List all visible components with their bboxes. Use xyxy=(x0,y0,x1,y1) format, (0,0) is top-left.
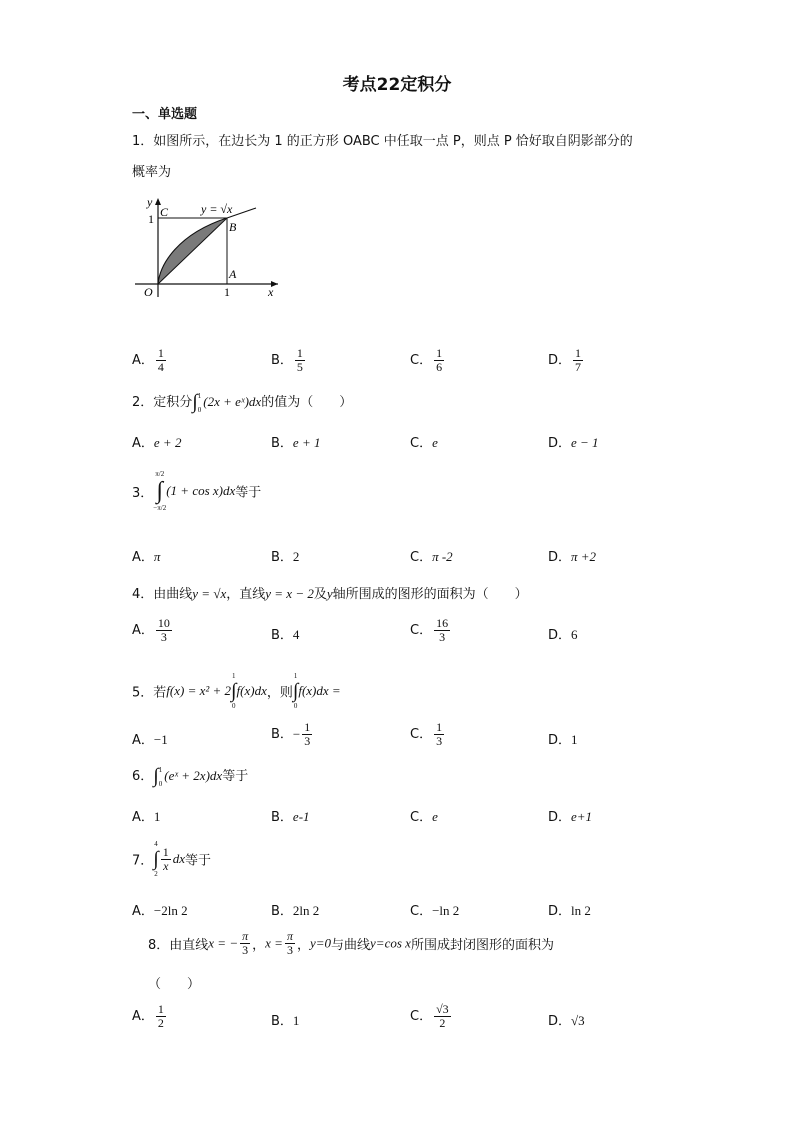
option-label: D． xyxy=(548,628,572,643)
option-value: 6 xyxy=(571,627,578,642)
option-label: D． xyxy=(548,353,572,368)
q7-option-b[interactable] xyxy=(271,900,319,919)
integrand: dx xyxy=(172,851,186,866)
option-label: C． xyxy=(410,623,433,638)
q5-option-d[interactable] xyxy=(548,729,578,748)
option-value: π xyxy=(153,549,161,564)
sqrt-curve xyxy=(158,208,256,284)
lower-limit: −π/2 xyxy=(153,504,167,512)
fraction-numerator: 1 xyxy=(157,1002,164,1016)
curve-label: y = √x xyxy=(201,202,233,216)
integral-sign: ∫ xyxy=(192,391,198,413)
upper-limit: π/2 xyxy=(155,470,165,478)
q5-integrand-1: f(x)dx xyxy=(236,683,267,698)
q8-curve: y=cos x xyxy=(370,935,411,951)
question-6-suffix: 等于 xyxy=(222,769,249,784)
q3-option-c[interactable] xyxy=(410,546,453,565)
option-value: π +2 xyxy=(571,549,597,564)
lower-limit: 0 xyxy=(232,702,236,710)
question-7-suffix: 等于 xyxy=(185,853,212,869)
q8-text-3: ， xyxy=(296,938,310,953)
fraction-denominator: 7 xyxy=(575,360,582,374)
question-3-prefix: 3． xyxy=(132,485,154,501)
option-value: 1 xyxy=(292,1013,300,1028)
lower-limit: 0 xyxy=(293,702,298,710)
option-value: 2ln 2 xyxy=(292,903,320,918)
option-value: e − 1 xyxy=(571,435,599,450)
option-value: e-1 xyxy=(292,809,310,824)
q2-option-b[interactable] xyxy=(271,432,320,451)
y-tick-1: 1 xyxy=(148,212,154,226)
option-label: D． xyxy=(548,810,572,825)
fraction-denominator: 3 xyxy=(160,630,167,644)
question-2-suffix: 的值为（ ） xyxy=(261,395,353,410)
option-value: 1 xyxy=(153,809,161,824)
integrand: (2x + eˣ)dx xyxy=(203,394,262,409)
option-label: B． xyxy=(271,904,293,919)
fraction-numerator: π xyxy=(286,929,293,943)
q4-text-4: 轴所围成的图形的面积为（ ） xyxy=(332,587,528,602)
option-value: e + 2 xyxy=(153,435,182,450)
q5-option-b[interactable] xyxy=(271,721,314,748)
question-3-suffix: 等于 xyxy=(235,485,262,501)
option-label: C． xyxy=(410,810,433,825)
option-value: e+1 xyxy=(571,809,593,824)
option-label: A． xyxy=(132,1009,154,1024)
q4-option-c[interactable] xyxy=(410,617,452,644)
point-b-label: B xyxy=(229,220,237,234)
question-1-text-cont: 概率为 xyxy=(132,165,172,180)
question-1-figure xyxy=(130,192,285,302)
q8-line-1: x = − xyxy=(208,935,239,951)
fraction-denominator: 2 xyxy=(157,1016,164,1030)
upper-limit: 1 xyxy=(232,672,236,680)
q5-option-a[interactable] xyxy=(132,729,168,748)
option-value: 2 xyxy=(292,549,300,564)
q8-line-2: x = xyxy=(265,935,283,951)
q6-option-c[interactable] xyxy=(410,806,438,825)
option-value: −ln 2 xyxy=(432,903,460,918)
question-4 xyxy=(132,583,528,602)
fraction-denominator: 3 xyxy=(304,734,311,748)
question-3 xyxy=(132,470,261,512)
q6-option-a[interactable] xyxy=(132,806,160,825)
fraction-denominator: 6 xyxy=(436,360,443,374)
option-label: C． xyxy=(410,353,433,368)
q4-text-3: 及 xyxy=(313,587,327,602)
option-label: B． xyxy=(271,727,293,742)
option-value: e + 1 xyxy=(292,435,321,450)
q7-option-a[interactable] xyxy=(132,900,188,919)
integral-sign: ∫ xyxy=(153,765,159,787)
q1-option-c[interactable] xyxy=(410,347,446,374)
q2-option-c[interactable] xyxy=(410,432,438,451)
integral-sign: ∫ xyxy=(156,478,164,504)
integrand: (1 + cos x)dx xyxy=(166,483,236,498)
option-label: A． xyxy=(132,436,154,451)
option-label: D． xyxy=(548,904,572,919)
question-7 xyxy=(132,840,211,878)
question-7-prefix: 7． xyxy=(132,853,154,869)
option-label: D． xyxy=(548,550,572,565)
q7-option-c[interactable] xyxy=(410,900,459,919)
section-heading: 一、单选题 xyxy=(132,107,198,122)
q3-option-b[interactable] xyxy=(271,546,299,565)
option-label: C． xyxy=(410,550,433,565)
option-label: D． xyxy=(548,436,572,451)
q3-option-d[interactable] xyxy=(548,546,596,565)
q4-option-d[interactable] xyxy=(548,624,578,643)
q8-text-2: ， xyxy=(252,938,266,953)
y-axis-label: y xyxy=(147,195,153,209)
integral-sign: ∫ xyxy=(153,848,159,870)
q8-option-a[interactable] xyxy=(132,1003,168,1030)
q7-option-d[interactable] xyxy=(548,900,591,919)
option-label: B． xyxy=(271,810,293,825)
option-label: C． xyxy=(410,727,433,742)
fraction-denominator: 5 xyxy=(296,360,303,374)
q2-option-d[interactable] xyxy=(548,432,599,451)
q1-option-b[interactable] xyxy=(271,347,307,374)
option-value: 4 xyxy=(292,627,300,642)
page-title: 考点22定积分 xyxy=(342,75,452,95)
fraction-numerator: 1 xyxy=(162,844,169,859)
option-label: B． xyxy=(271,550,293,565)
option-value: −2ln 2 xyxy=(153,903,188,918)
option-label: D． xyxy=(548,1014,572,1029)
option-label: C． xyxy=(410,904,433,919)
q1-option-d[interactable] xyxy=(548,347,585,374)
question-2-prefix: 2．定积分 xyxy=(132,395,193,410)
q4-text-1: 4．由曲线 xyxy=(132,587,193,602)
option-label: C． xyxy=(410,1009,433,1024)
x-tick-1: 1 xyxy=(224,285,230,299)
q5-text-1: 5．若 xyxy=(132,685,167,701)
fraction-denominator: 4 xyxy=(157,360,164,374)
option-value: π -2 xyxy=(432,549,453,564)
integrand: (eˣ + 2x)dx xyxy=(164,768,223,783)
q6-option-b[interactable] xyxy=(271,806,310,825)
fraction-numerator: 1 xyxy=(575,346,582,360)
fraction-denominator: 3 xyxy=(436,734,443,748)
q5-option-c[interactable] xyxy=(410,721,446,748)
integral-sign: ∫ xyxy=(292,680,299,702)
option-label: B． xyxy=(271,628,293,643)
fraction-numerator: 1 xyxy=(436,346,443,360)
q8-option-b[interactable] xyxy=(271,1010,299,1029)
question-6 xyxy=(132,765,248,788)
fraction-numerator: 16 xyxy=(436,616,449,630)
option-value: −1 xyxy=(153,732,168,747)
lower-limit: 0 xyxy=(158,779,163,788)
fraction-numerator: 10 xyxy=(157,616,170,630)
q4-option-a[interactable] xyxy=(132,617,174,644)
question-5 xyxy=(132,672,341,710)
q8-line-3: y=0 xyxy=(309,935,332,951)
fraction-denominator: x xyxy=(163,858,169,873)
q4-axis-var: y xyxy=(326,586,333,601)
point-a-label: A xyxy=(229,267,237,281)
question-6-prefix: 6． xyxy=(132,769,154,784)
question-8 xyxy=(148,930,554,957)
option-label: A． xyxy=(132,353,154,368)
x-axis-label: x xyxy=(268,285,274,299)
q2-option-a[interactable] xyxy=(132,432,181,451)
upper-limit: 1 xyxy=(197,391,202,400)
option-value: √3 xyxy=(571,1013,585,1028)
option-label: A． xyxy=(132,550,154,565)
q4-curve-eq: y = √x xyxy=(192,586,227,601)
fraction-denominator: 3 xyxy=(286,943,293,957)
point-c-label: C xyxy=(160,205,169,219)
q4-line-eq: y = x − 2 xyxy=(265,586,314,601)
upper-limit: 4 xyxy=(154,840,158,848)
option-label: A． xyxy=(132,623,154,638)
option-label: C． xyxy=(410,436,433,451)
q8-option-d[interactable] xyxy=(548,1010,585,1029)
option-value: ln 2 xyxy=(571,903,591,918)
option-value: 1 xyxy=(571,732,578,747)
option-label: A． xyxy=(132,733,154,748)
lower-limit: 0 xyxy=(197,405,202,414)
option-label: B． xyxy=(271,353,293,368)
q8-option-c[interactable] xyxy=(410,1003,453,1030)
lower-limit: 2 xyxy=(154,870,158,878)
q8-text-1: 8．由直线 xyxy=(148,938,209,953)
option-label: A． xyxy=(132,904,154,919)
q6-option-d[interactable] xyxy=(548,806,592,825)
question-8-blank: （ ） xyxy=(148,977,201,992)
q4-option-b[interactable] xyxy=(271,624,299,643)
integral-sign: ∫ xyxy=(231,680,237,702)
q8-text-4: 与曲线 xyxy=(331,938,371,953)
option-value: e xyxy=(432,435,438,450)
q5-function-def: f(x) = x² + 2 xyxy=(166,683,232,698)
option-label: B． xyxy=(271,436,293,451)
upper-limit: 1 xyxy=(158,765,163,774)
q1-option-a[interactable] xyxy=(132,347,168,374)
q5-text-2: ，则 xyxy=(266,685,293,701)
fraction-numerator: √3 xyxy=(436,1002,449,1016)
fraction-denominator: 3 xyxy=(242,943,249,957)
fraction-numerator: 1 xyxy=(436,720,443,734)
fraction-numerator: 1 xyxy=(296,346,303,360)
option-label: A． xyxy=(132,810,154,825)
option-label: D． xyxy=(548,733,572,748)
fraction-denominator: 3 xyxy=(439,630,446,644)
q8-text-5: 所围成封闭图形的面积为 xyxy=(410,938,554,953)
y-axis-arrow xyxy=(155,198,161,205)
fraction-denominator: 2 xyxy=(439,1016,446,1030)
option-sign: − xyxy=(292,726,301,742)
diagonal-line xyxy=(158,218,227,284)
option-label: B． xyxy=(271,1014,293,1029)
fraction-numerator: 1 xyxy=(304,720,311,734)
fraction-numerator: 1 xyxy=(157,346,164,360)
question-1-text: 1．如图所示，在边长为 1 的正方形 OABC 中任取一点 P，则点 P 恰好取自阴影部分的 xyxy=(132,134,633,149)
q4-text-2: ，直线 xyxy=(226,587,266,602)
option-value: e xyxy=(432,809,438,824)
upper-limit: 1 xyxy=(293,672,298,680)
fraction-numerator: π xyxy=(242,929,249,943)
question-2 xyxy=(132,391,352,414)
q5-integrand-2: f(x)dx = xyxy=(298,683,341,698)
origin-label: O xyxy=(144,285,153,299)
q3-option-a[interactable] xyxy=(132,546,160,565)
